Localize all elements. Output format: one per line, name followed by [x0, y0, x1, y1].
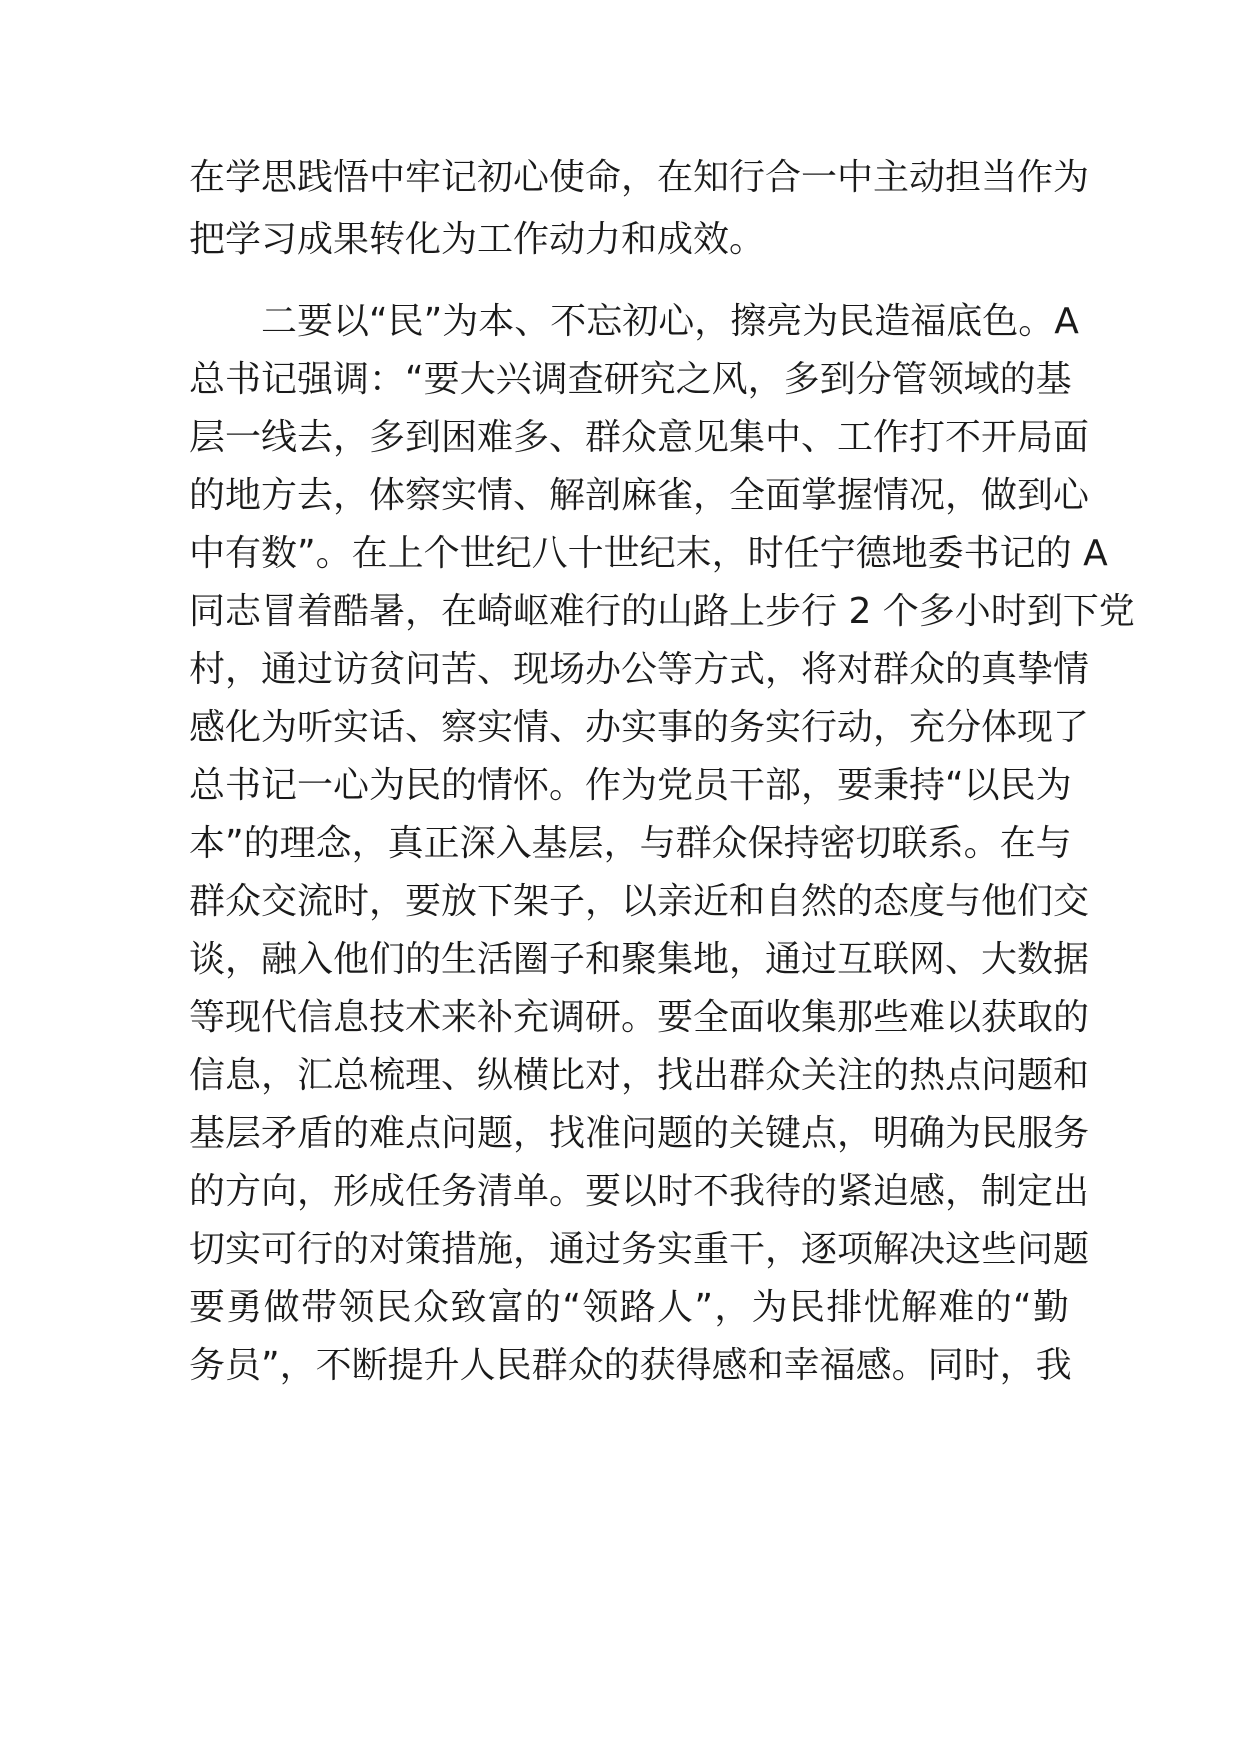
paragraph-2-line-11: 群众交流时，要放下架子，以亲近和自然的态度与他们交: [189, 881, 1090, 922]
paragraph-2-line-17: 切实可行的对策措施，通过务实重干，逐项解决这些问题: [189, 1229, 1090, 1270]
paragraph-2-line-15: 基层矛盾的难点问题，找准问题的关键点，明确为民服务: [189, 1113, 1090, 1154]
paragraph-1-line-1: 在学思践悟中牢记初心使命，在知行合一中主动担当作为: [189, 157, 1090, 198]
paragraph-2-line-4: 的地方去，体察实情、解剖麻雀，全面掌握情况，做到心: [189, 475, 1090, 516]
paragraph-2-line-6: 同志冒着酷暑，在崎岖难行的山路上步行 2 个多小时到下党: [189, 591, 1135, 632]
paragraph-2-line-18: 要勇做带领民众致富的“领路人”，为民排忧解难的“勤: [189, 1287, 1069, 1328]
paragraph-2-line-10: 本”的理念，真正深入基层，与群众保持密切联系。在与: [189, 823, 1072, 864]
paragraph-2-line-3: 层一线去，多到困难多、群众意见集中、工作打不开局面: [189, 417, 1090, 458]
paragraph-2-line-7: 村，通过访贫问苦、现场办公等方式，将对群众的真挚情: [189, 649, 1090, 690]
paragraph-2-line-9: 总书记一心为民的情怀。作为党员干部，要秉持“以民为: [189, 765, 1072, 806]
paragraph-2-line-19: 务员”，不断提升人民群众的获得感和幸福感。同时，我: [189, 1345, 1072, 1386]
paragraph-2-line-8: 感化为听实话、察实情、办实事的务实行动，充分体现了: [189, 707, 1090, 748]
paragraph-1-line-2: 把学习成果转化为工作动力和成效。: [189, 219, 766, 260]
paragraph-2-line-1: 二要以“民”为本、不忘初心，擦亮为民造福底色。A: [261, 301, 1079, 342]
paragraph-2-line-5: 中有数”。在上个世纪八十世纪末，时任宁德地委书记的 A: [189, 533, 1108, 574]
paragraph-2-line-14: 信息，汇总梳理、纵横比对，找出群众关注的热点问题和: [189, 1055, 1090, 1096]
paragraph-2-line-13: 等现代信息技术来补充调研。要全面收集那些难以获取的: [189, 997, 1090, 1038]
paragraph-2-line-16: 的方向，形成任务清单。要以时不我待的紧迫感，制定出: [189, 1171, 1090, 1212]
paragraph-2-line-12: 谈，融入他们的生活圈子和聚集地，通过互联网、大数据: [189, 939, 1090, 980]
paragraph-2-line-2: 总书记强调：“要大兴调查研究之风，多到分管领域的基: [189, 359, 1072, 400]
